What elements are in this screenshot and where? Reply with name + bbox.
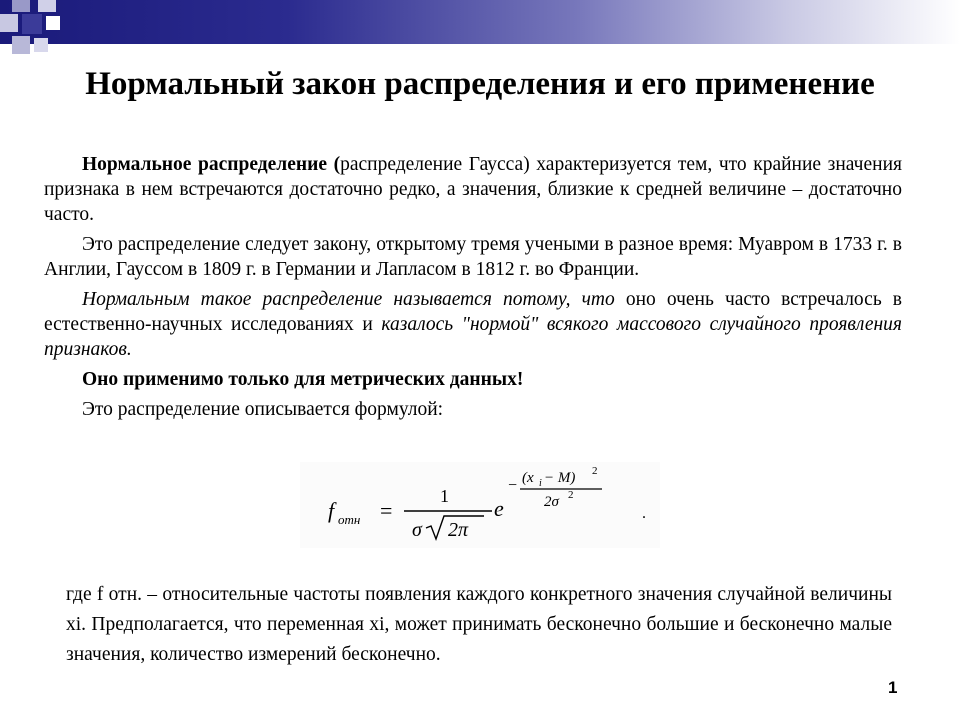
slide-body (44, 152, 902, 422)
exponent-denominator-power: 2 (568, 489, 574, 501)
formula-sqrt-arg: 2π (448, 519, 469, 541)
italic-text-2: казалось "нормой" всякого массового случайного проявления признаков. (44, 314, 902, 360)
top-gradient-bar (0, 0, 960, 44)
formula-explanation: где f отн. – относительные частоты появления каждого конкретного значения случайной величины xi. Предполагается, что переменная xi, может принимать бесконечно большие и бесконечно малые значения, количество измерений бесконечно. (66, 584, 892, 665)
paragraph-2: Это распределение следует закону, открытому тремя учеными в разное время: Муавром в 1733 г. в Англии, Гауссом в 1809 г. в Германии и Лапласом в 1812 г. во Франции. (44, 234, 902, 280)
normal-distribution-formula (300, 462, 660, 548)
exponent-numerator: (x (522, 470, 534, 486)
exponent-denominator: 2σ (544, 494, 559, 510)
exponent-numerator-subscript: i (539, 478, 542, 489)
slide-title: Нормальный закон распределения и его применение (85, 66, 875, 102)
formula-numerator: 1 (440, 486, 449, 506)
page-number: 1 (888, 678, 898, 697)
paragraph-3 (44, 287, 902, 362)
formula-f-subscript: отн (338, 512, 361, 527)
metric-note-bold: Оно применимо только для метрических данных! (82, 369, 524, 390)
formula-f: f (328, 498, 335, 523)
formula-e: e (494, 496, 504, 521)
term-bold: Нормальное распределение ( (82, 154, 341, 175)
formula-sigma: σ (412, 519, 422, 541)
formula-equals: = (380, 498, 393, 523)
italic-text-1: Нормальным такое распределение называется потому, что (82, 289, 615, 310)
paragraph-1-text: распределение Гаусса) характеризуется тем, что крайние значения признака в нем встречаются достаточно редко, а значения, близкие к средней величине – достаточно часто. (44, 154, 902, 225)
paragraph-5: Это распределение описывается формулой: (82, 399, 444, 420)
exponent-minus: − (508, 477, 518, 494)
exponent-numerator-rest: − M) (544, 470, 576, 486)
exponent-numerator-power: 2 (592, 465, 598, 477)
paragraph-1 (44, 152, 902, 227)
paragraph-3-text: оно очень часто встречалось в естественно-научных исследованиях и (44, 289, 902, 335)
paragraph-4 (44, 367, 902, 392)
formula-trailing-dot: . (642, 505, 646, 522)
